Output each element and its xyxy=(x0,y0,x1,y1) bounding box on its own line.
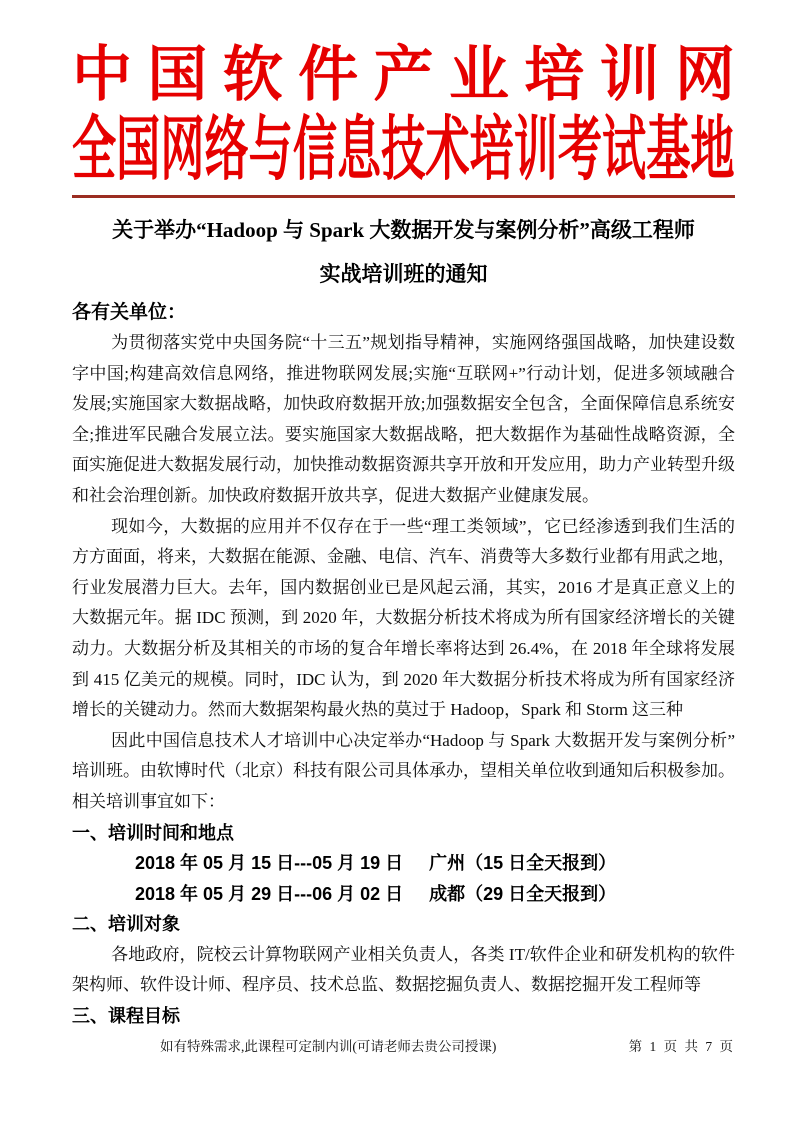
banner-line1: 中 国 软 件 产 业 培 训 网 xyxy=(72,42,735,108)
session-date: 2018 年 05 月 29 日---06 月 02 日 xyxy=(135,883,404,904)
notice-title xyxy=(0,208,793,296)
session-location: 广州（15 日全天报到） xyxy=(429,853,617,874)
footer-note: 如有特殊需求,此课程可定制内训(可请老师去贵公司授课) xyxy=(160,1039,497,1054)
session-row xyxy=(72,848,735,879)
banner-line2: 全国网络与信息技术培训考试基地 xyxy=(72,112,735,189)
page-footer xyxy=(72,1038,735,1056)
session-row xyxy=(72,879,735,910)
banner-line2-wrap xyxy=(72,111,735,191)
session-date: 2018 年 05 月 15 日---05 月 19 日 xyxy=(135,853,404,874)
header-divider xyxy=(72,195,735,198)
audience-body: 各地政府，院校云计算物联网产业相关负责人，各类 IT/软件企业和研发机构的软件架构师、软件设计师、程序员、技术总监、数据挖掘负责人、数据挖掘开发工程师等 xyxy=(72,944,735,995)
section-heading-schedule: 一、培训时间和地点 xyxy=(72,822,234,843)
paragraph-bigdata-overview: 现如今，大数据的应用并不仅存在于一些“理工类领域”，它已经渗透到我们生活的方方面面，将来，大数据在能源、金融、电信、汽车、消费等大多数行业都有用武之地，行业发展潜力巨大。去年，国内数据创业已是风起云涌，其实，2016 才是真正意义上的大数据元年。据 IDC 预测，到 2020 年，大数据分析技术将成为所有国家经济增长的关键动力。大数据分析及其相关的市场的复合年增长率将达到 26.4%，在 2018 年全球将发展到 415 亿美元的规模。同时，IDC 认为，到 2020 年大数据分析技术将成为所有国家经济增长的关键动力。然而大数据架构最火热的莫过于 Hadoop，Spark 和 Storm 这三种 xyxy=(72,516,735,720)
notice-title-line1: 关于举办“Hadoop 与 Spark 大数据开发与案例分析”高级工程师 xyxy=(112,218,695,242)
notice-title-line2: 实战培训班的通知 xyxy=(319,262,488,286)
footer-page-number: 第 1 页 共 7 页 xyxy=(628,1039,735,1054)
salutation: 各有关单位： xyxy=(72,302,187,323)
section-heading-goals: 三、课程目标 xyxy=(72,1006,180,1027)
paragraph-policy: 为贯彻落实党中央国务院“十三五”规划指导精神，实施网络强国战略，加快建设数字中国;构建高效信息网络，推进物联网发展;实施“互联网+”行动计划，促进多领域融合发展;实施国家大数据战略，加快政府数据开放;加强数据安全包含，全面保障信息系统安全;推进军民融合发展立法。要实施国家大数据战略，把大数据作为基础性战略资源，全面实施促进大数据发展行动，加快推动数据资源共享开放和开发应用，助力产业转型升级和社会治理创新。加快政府数据开放共享，促进大数据产业健康发展。 xyxy=(72,333,735,505)
paragraph-organizer: 因此中国信息技术人才培训中心决定举办“Hadoop 与 Spark 大数据开发与案例分析”培训班。由软博时代（北京）科技有限公司具体承办，望相关单位收到通知后积极参加。相关培训事宜如下： xyxy=(72,730,735,811)
session-location: 成都（29 日全天报到） xyxy=(429,883,617,904)
section-heading-audience: 二、培训对象 xyxy=(72,914,180,935)
